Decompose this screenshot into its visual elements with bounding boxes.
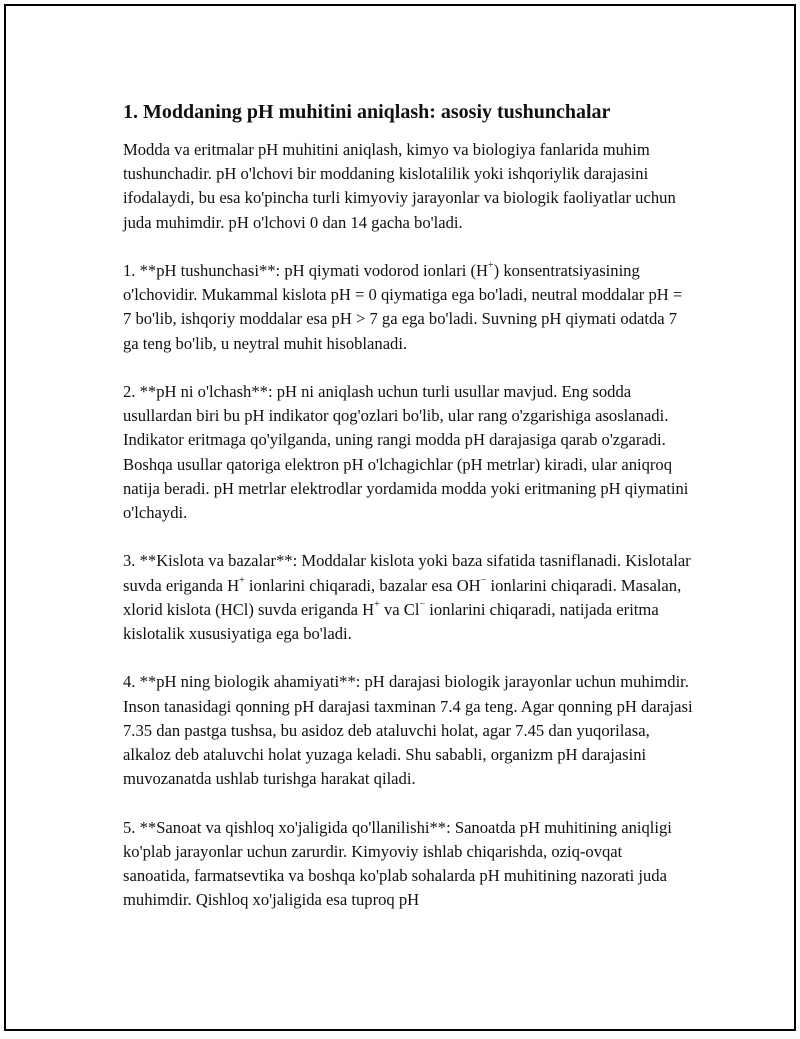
superscript: −	[480, 575, 487, 587]
item-acids-bases	[123, 549, 693, 646]
item-biological-importance: 4. **pH ning biologik ahamiyati**: pH darajasi biologik jarayonlar uchun muhimdir. Inson tanasidagi qonning pH darajasi taxminan 7.4 ga teng. Agar qonning pH darajasi 7.35 dan pastga tushsa, bu asidoz deb ataluvchi holat, agar 7.45 dan yuqorilasa, alkaloz deb ataluvchi holat yuzaga keladi. Shu sababli, organizm pH darajasini muvozanatda ushlab turishga harakat qiladi.	[123, 672, 693, 789]
item-text: ionlarini chiqaradi, natijada eritma kislotalik xususiyatiga ega bo'ladi.	[123, 599, 659, 644]
intro-paragraph: Modda va eritmalar pH muhitini aniqlash, kimyo va biologiya fanlarida muhim tushunchadir. pH o'lchovi bir moddaning kislotalilik yoki ishqoriylik darajasini ifodalaydi, bu esa ko'pincha turli kimyoviy jarayonlar va biologik faoliyatlar uchun juda muhimdir. pH o'lchovi 0 dan 14 gacha bo'ladi.	[123, 140, 676, 232]
item-ph-measurement: 2. **pH ni o'lchash**: pH ni aniqlash uchun turli usullar mavjud. Eng sodda usullardan biri bu pH indikator qog'ozlari bo'lib, ular rang o'zgarishiga asoslanadi. Indikator eritmaga qo'yilganda, uning rangi modda pH darajasiga qarab o'zgaradi. Boshqa usullar qatoriga elektron pH o'lchagichlar (pH metrlar) kiradi, ular aniqroq natija beradi. pH metrlar elektrodlar yordamida modda yoki eritmaning pH qiymatini o'lchaydi.	[123, 382, 689, 523]
item-text: 1. **pH tushunchasi**: pH qiymati vodorod ionlari (H	[123, 261, 489, 280]
document-page	[4, 4, 796, 1031]
item-text: 3. **Kislota va bazalar**: Moddalar kislota yoki baza sifatida tasniflanadi. Kislotalar suvda eriganda H	[123, 551, 691, 595]
item-ph-concept	[123, 259, 693, 356]
item-text: ) konsentratsiyasining o'lchovidir. Mukammal kislota pH = 0 qiymatiga ega bo'ladi, neutral moddalar pH = 7 bo'lib, ishqoriy moddalar esa pH > 7 ga ega bo'ladi. Suvning pH qiymati odatda 7 ga teng bo'lib, u neytral muhit hisoblanadi.	[123, 261, 683, 353]
superscript: +	[374, 599, 380, 611]
section-heading: 1. Moddaning pH muhitini aniqlash: asosiy tushunchalar	[123, 101, 611, 123]
document-body	[123, 100, 693, 912]
item-text: ionlarini chiqaradi. Masalan, xlorid kislota (HCl) suvda eriganda H	[123, 575, 682, 619]
item-industry-agriculture: 5. **Sanoat va qishloq xo'jaligida qo'llanilishi**: Sanoatda pH muhitining aniqligi ko'plab jarayonlar uchun zarurdir. Kimyoviy ishlab chiqarishda, oziq-ovqat sanoatida, farmatsevtika va boshqa ko'plab sohalarda pH muhitining nazorati juda muhimdir. Qishloq xo'jaligida esa tuproq pH	[123, 817, 672, 910]
superscript: +	[488, 260, 494, 272]
superscript: +	[239, 575, 245, 587]
item-text: va Cl	[379, 599, 420, 619]
superscript: −	[419, 599, 426, 611]
item-text: ionlarini chiqaradi, bazalar esa OH	[244, 575, 481, 595]
